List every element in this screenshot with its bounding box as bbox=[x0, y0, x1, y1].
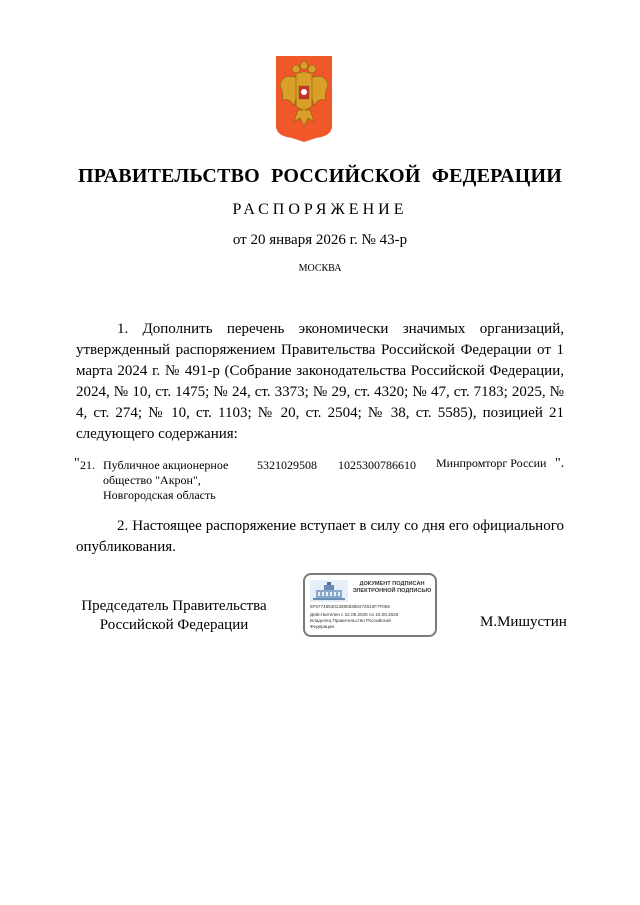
entry-name-line3: Новгородская область bbox=[103, 488, 216, 502]
coat-of-arms-emblem bbox=[276, 56, 332, 142]
document-city: МОСКВА bbox=[298, 263, 342, 274]
list-entry-21 bbox=[74, 456, 574, 506]
stamp-validity: Действителен с 22.05.2025 по 15.08.2026 bbox=[310, 612, 399, 617]
signatory-position-line2: Российской Федерации bbox=[99, 617, 249, 633]
entry-inn: 5321029508 bbox=[257, 458, 317, 472]
entry-ministry: Минпромторг России bbox=[436, 456, 547, 470]
stamp-heading-line2: ЭЛЕКТРОННОЙ ПОДПИСЬЮ bbox=[352, 588, 432, 594]
stamp-owner-line2: Федерации bbox=[310, 624, 335, 629]
electronic-signature-stamp bbox=[303, 573, 437, 637]
signatory-position-line1: Председатель Правительства bbox=[81, 598, 267, 614]
entry-number: 21. bbox=[80, 458, 95, 472]
document-type: РАСПОРЯЖЕНИЕ bbox=[232, 201, 408, 218]
stamp-heading-line1: ДОКУМЕНТ ПОДПИСАН bbox=[359, 581, 425, 587]
entry-open-quote: " bbox=[74, 456, 80, 471]
signatory-name: М.Мишустин bbox=[480, 614, 567, 630]
government-building-icon bbox=[310, 580, 348, 602]
stamp-owner-line1: Владелец Правительство Российской bbox=[310, 618, 391, 623]
government-title: ПРАВИТЕЛЬСТВО РОССИЙСКОЙ ФЕДЕРАЦИИ bbox=[78, 165, 562, 187]
paragraph-1-tail: позицией 21 следующего содержания: bbox=[76, 405, 565, 442]
paragraph-1-text: 1. Дополнить перечень экономически значимых организаций, утвержденный распоряжением Правительства Российской Федерации от 1 марта 2024 г. № 491-р (Собрание законодательства Российской Федерации, 2024, № 10, ст. 1475; № 24, ст. 3373; № 29, ст. 4320; № 47, ст. 7183; 2025, № 4, ст. 274; № 10, ст. 1103; № 20, ст. 2504; № 38, ст. 5585), bbox=[76, 321, 564, 421]
entry-name-line2: общество "Акрон", bbox=[103, 473, 201, 487]
document-date-number: от 20 января 2026 г. № 43-р bbox=[232, 232, 408, 248]
paragraph-1 bbox=[76, 319, 564, 445]
entry-ogrn: 1025300786610 bbox=[338, 458, 416, 472]
stamp-heading bbox=[349, 581, 435, 595]
paragraph-2: 2. Настоящее распоряжение вступает в силу со дня его официального опубликования. bbox=[76, 518, 564, 555]
entry-close-quote: ". bbox=[555, 456, 565, 471]
stamp-certificate-number: 6F67748540130808388472810F7F055 bbox=[310, 604, 390, 609]
signatory-position bbox=[76, 597, 272, 635]
entry-name-line1: Публичное акционерное bbox=[103, 458, 229, 472]
